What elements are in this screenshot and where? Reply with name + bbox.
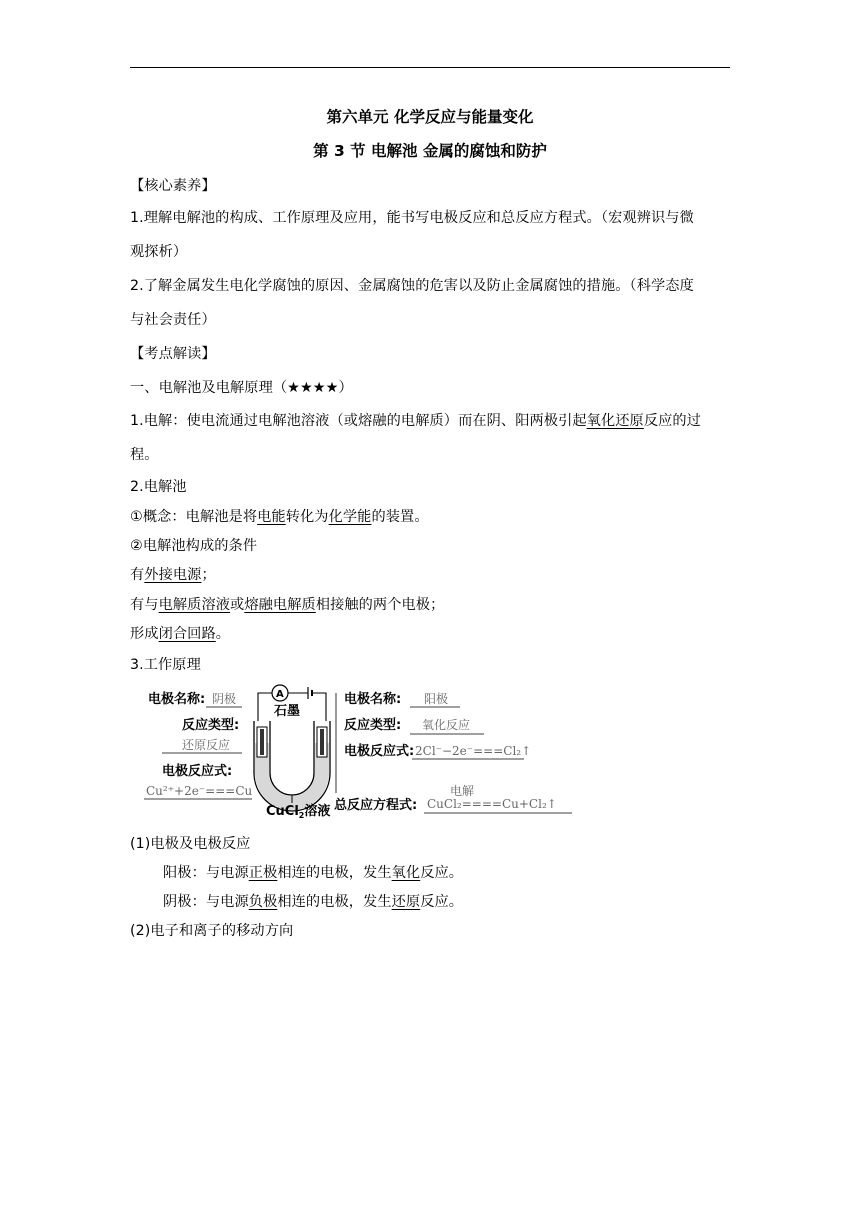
electrolysis-cell-diagram — [140, 683, 590, 818]
text: 1.电解：使电流通过电解池溶液（或熔融的电解质）而在阴、阳两极引起 — [130, 413, 587, 429]
right-electrode-equation-label: 电极反应式: — [344, 744, 415, 759]
text: 反应的过 — [643, 413, 701, 429]
answer-blank: 正极 — [248, 865, 278, 881]
text: 相接触的两个电极； — [315, 597, 445, 613]
core-literacy-heading: 【核心素养】 — [130, 178, 216, 194]
text: 有 — [130, 567, 145, 583]
text: 阴极：与电源 — [163, 894, 249, 910]
right-electrode-name-label: 电极名称: — [344, 692, 402, 707]
total-equation-label: 总反应方程式: — [334, 798, 418, 813]
literacy-item-2-line-2: 与社会责任） — [130, 312, 216, 328]
text: ； — [201, 567, 216, 583]
answer-blank: 闭合回路 — [158, 626, 216, 642]
text: CuCl — [266, 804, 299, 818]
section-1-heading: 一、电解池及电解原理（★★★★） — [130, 380, 353, 396]
total-equation-value: CuCl₂====Cu+Cl₂↑ — [427, 797, 557, 811]
u-tube-inner — [270, 721, 314, 795]
section-title: 第 3 节 电解池 金属的腐蚀和防护 — [313, 142, 547, 160]
answer-blank: 电解质溶液 — [158, 597, 231, 613]
right-electrode-equation-value: 2Cl⁻−2e⁻===Cl₂↑ — [415, 744, 532, 758]
answer-blank: 负极 — [248, 894, 278, 910]
header-rule — [130, 67, 730, 68]
cell-concept — [130, 506, 429, 526]
answer-blank: 氧化 — [391, 865, 421, 881]
text: 相连的电极，发生 — [277, 894, 392, 910]
ammeter-label: A — [276, 689, 284, 700]
condition-3 — [130, 623, 230, 643]
text: 转化为 — [285, 509, 329, 525]
text: 或 — [230, 597, 245, 613]
exam-points-heading: 【考点解读】 — [130, 346, 216, 362]
answer-blank: 外接电源 — [144, 567, 202, 583]
literacy-item-1-line-2: 观探析） — [130, 244, 188, 260]
answer-blank: 电能 — [257, 509, 286, 525]
condition-2 — [130, 594, 444, 614]
left-electrode-name-label: 电极名称: — [148, 692, 206, 707]
graphite-label: 石墨 — [274, 704, 301, 719]
cathode-graphite — [260, 729, 264, 755]
left-reaction-type-value: 还原反应 — [182, 738, 231, 752]
movement-heading: (2)电子和离子的移动方向 — [130, 923, 294, 939]
right-wire — [312, 693, 326, 721]
literacy-item-1-line-1: 1.理解电解池的构成、工作原理及应用，能书写电极反应和总反应方程式。（宏观辨识与微 — [130, 210, 694, 226]
answer-blank: 熔融电解质 — [244, 597, 316, 613]
right-reaction-type-value: 氧化反应 — [422, 718, 471, 732]
electrolysis-definition-line-2: 程。 — [130, 447, 159, 463]
right-reaction-type-label: 反应类型: — [344, 718, 402, 733]
answer-blank: 化学能 — [328, 509, 372, 525]
text: 。 — [215, 626, 231, 642]
conditions-heading: ②电解池构成的条件 — [130, 538, 258, 554]
text: 反应。 — [420, 865, 464, 881]
left-reaction-type-label: 反应类型: — [182, 718, 240, 733]
text: 溶液 — [304, 804, 331, 818]
text: 阳极：与电源 — [163, 865, 249, 881]
answer-blank: 氧化还原 — [586, 413, 644, 429]
answer-blank: 还原 — [391, 894, 421, 910]
text: 的装置。 — [371, 509, 429, 525]
anode-description — [163, 862, 463, 882]
text: 有与 — [130, 597, 159, 613]
text: 反应。 — [420, 894, 464, 910]
left-electrode-name-value: 阴极 — [212, 692, 237, 706]
total-equation-condition: 电解 — [450, 784, 475, 798]
cell-heading: 2.电解池 — [130, 479, 187, 495]
text: 2 — [298, 811, 305, 818]
unit-title: 第六单元 化学反应与能量变化 — [326, 108, 534, 126]
right-electrode-name-value: 阳极 — [424, 692, 449, 706]
anode-graphite — [320, 729, 324, 755]
text: 形成 — [130, 626, 159, 642]
electrolysis-definition-line-1 — [130, 410, 701, 430]
left-electrode-equation-value: Cu²⁺+2e⁻===Cu — [146, 784, 253, 798]
cathode-description — [163, 891, 463, 911]
text: ①概念：电解池是将 — [130, 509, 258, 525]
electrode-reactions-heading: (1)电极及电极反应 — [130, 836, 251, 852]
left-wire — [258, 693, 272, 721]
solution-label — [266, 803, 330, 818]
left-electrode-equation-label: 电极反应式: — [162, 764, 233, 779]
condition-1 — [130, 564, 216, 584]
principle-heading: 3.工作原理 — [130, 657, 201, 673]
literacy-item-2-line-1: 2.了解金属发生电化学腐蚀的原因、金属腐蚀的危害以及防止金属腐蚀的措施。（科学态度 — [130, 278, 694, 294]
text: 相连的电极，发生 — [277, 865, 392, 881]
